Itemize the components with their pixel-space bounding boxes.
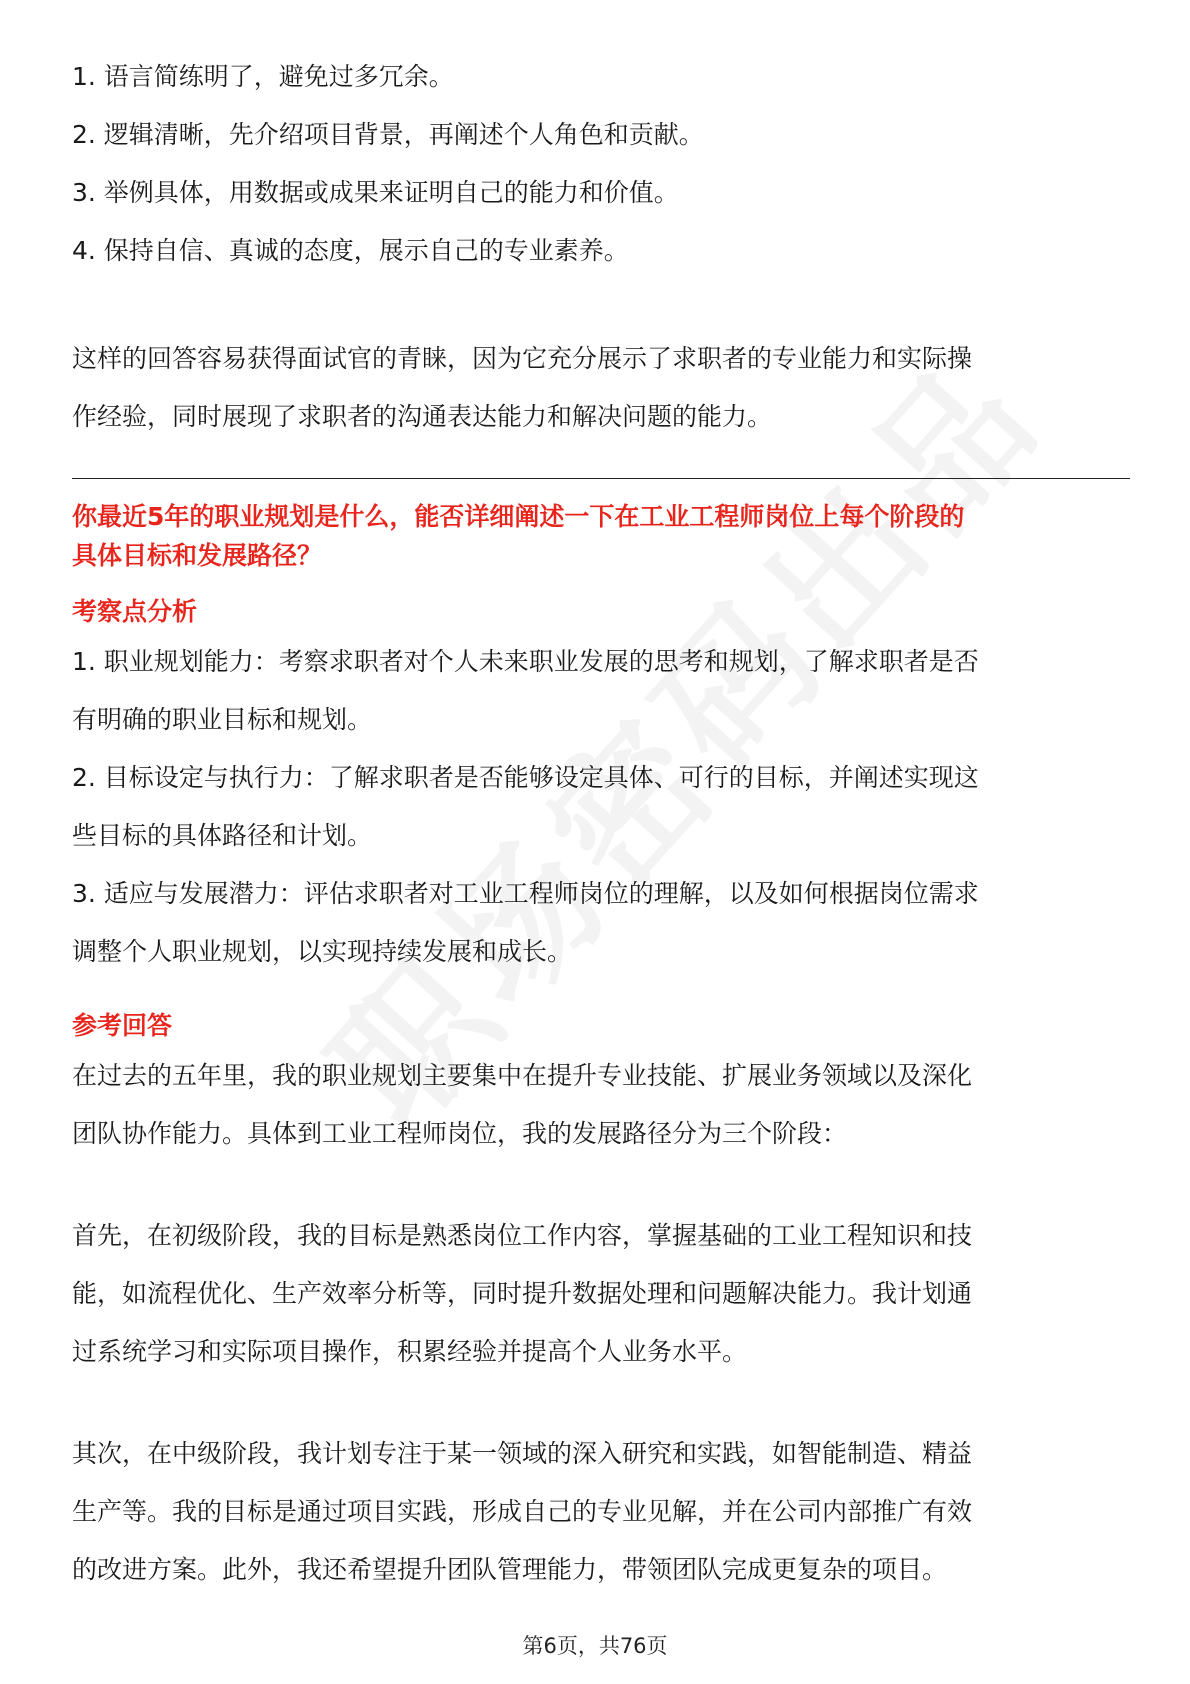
paragraph-line: 这样的回答容易获得面试官的青睐，因为它充分展示了求职者的专业能力和实际操	[72, 344, 973, 373]
analysis-list	[72, 633, 1132, 981]
answer-paragraph-1	[72, 1047, 1132, 1163]
paragraph-line: 的改进方案。此外，我还希望提升团队管理能力，带领团队完成更复杂的项目。	[72, 1555, 948, 1584]
paragraph-line: 团队协作能力。具体到工业工程师岗位，我的发展路径分为三个阶段：	[72, 1119, 848, 1148]
list-item: 1. 语言简练明了，避免过多冗余。	[72, 62, 454, 91]
spacer	[72, 1381, 1132, 1425]
paragraph-line: 过系统学习和实际项目操作，积累经验并提高个人业务水平。	[72, 1337, 748, 1366]
spacer	[72, 280, 1132, 330]
paragraph-line: 能，如流程优化、生产效率分析等，同时提升数据处理和问题解决能力。我计划通	[72, 1279, 973, 1308]
answer-heading: 参考回答	[72, 1011, 173, 1040]
question-title	[72, 497, 1132, 575]
page-content	[72, 48, 1132, 1599]
paragraph-line: 2. 目标设定与执行力：了解求职者是否能够设定具体、可行的目标，并阐述实现这	[72, 763, 979, 792]
section-divider	[72, 478, 1130, 479]
spacer	[72, 1163, 1132, 1207]
summary-paragraph	[72, 330, 1132, 446]
paragraph-line: 1. 职业规划能力：考察求职者对个人未来职业发展的思考和规划，了解求职者是否	[72, 647, 979, 676]
question-line: 具体目标和发展路径？	[72, 541, 323, 570]
paragraph-line: 生产等。我的目标是通过项目实践，形成自己的专业见解，并在公司内部推广有效	[72, 1497, 973, 1526]
answer-paragraph-3	[72, 1425, 1132, 1599]
question-line: 你最近5年的职业规划是什么，能否详细阐述一下在工业工程师岗位上每个阶段的	[72, 502, 965, 531]
paragraph-line: 些目标的具体路径和计划。	[72, 821, 373, 850]
list-item: 3. 举例具体，用数据或成果来证明自己的能力和价值。	[72, 178, 679, 207]
paragraph-line: 调整个人职业规划，以实现持续发展和成长。	[72, 937, 573, 966]
page-number: 第6页，共76页	[522, 1634, 668, 1658]
paragraph-line: 在过去的五年里，我的职业规划主要集中在提升专业技能、扩展业务领域以及深化	[72, 1061, 973, 1090]
analysis-heading: 考察点分析	[72, 597, 198, 626]
paragraph-line: 作经验，同时展现了求职者的沟通表达能力和解决问题的能力。	[72, 402, 773, 431]
paragraph-line: 有明确的职业目标和规划。	[72, 705, 373, 734]
paragraph-line: 3. 适应与发展潜力：评估求职者对工业工程师岗位的理解，以及如何根据岗位需求	[72, 879, 979, 908]
paragraph-line: 首先，在初级阶段，我的目标是熟悉岗位工作内容，掌握基础的工业工程知识和技	[72, 1221, 973, 1250]
list-item: 4. 保持自信、真诚的态度，展示自己的专业素养。	[72, 236, 629, 265]
answer-paragraph-2	[72, 1207, 1132, 1381]
tips-list	[72, 48, 1132, 280]
list-item: 2. 逻辑清晰，先介绍项目背景，再阐述个人角色和贡献。	[72, 120, 704, 149]
paragraph-line: 其次，在中级阶段，我计划专注于某一领域的深入研究和实践，如智能制造、精益	[72, 1439, 973, 1468]
